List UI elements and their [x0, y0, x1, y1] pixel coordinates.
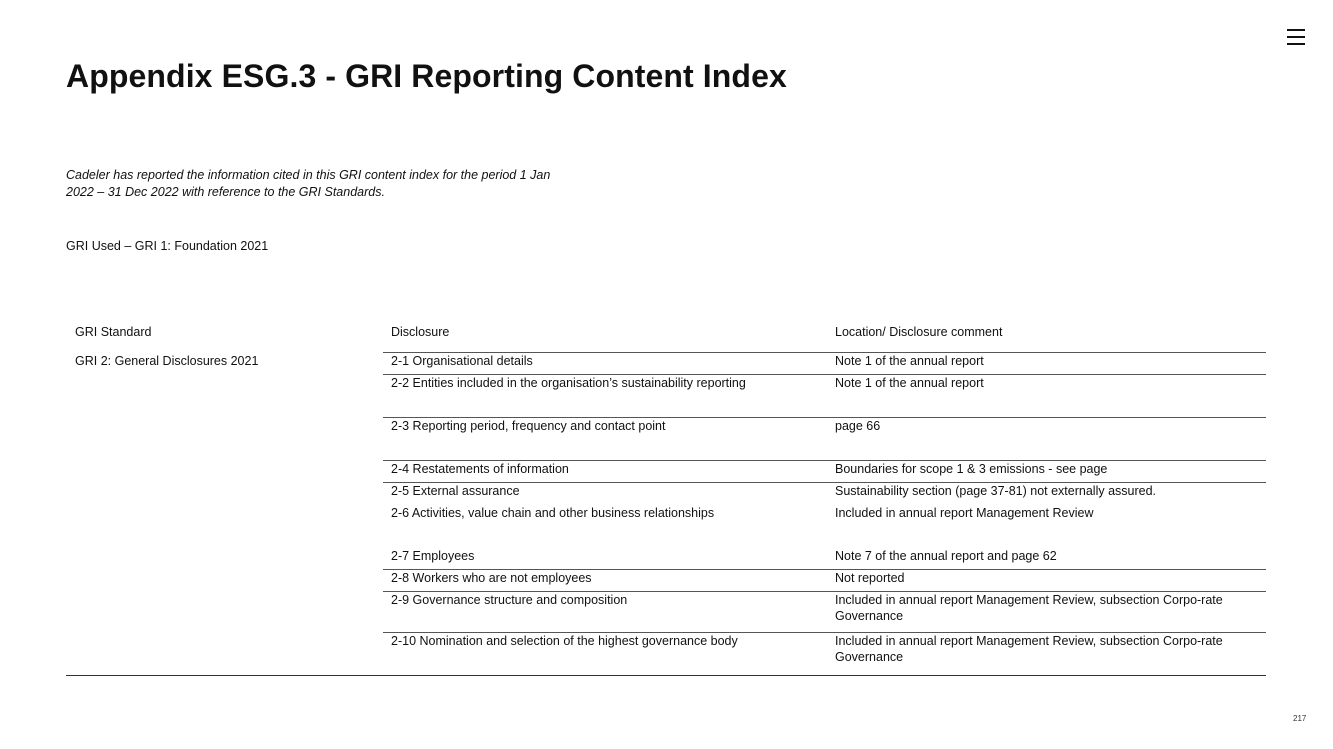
- disclosure-cell: 2-1 Organisational details: [391, 354, 533, 368]
- disclosure-cell: 2-2 Entities included in the organisation’s sustainability reporting: [391, 376, 746, 390]
- gri-standard-cell: GRI 2: General Disclosures 2021: [75, 354, 259, 368]
- header-gri-standard: GRI Standard: [75, 325, 152, 339]
- location-cell: page 66: [835, 419, 881, 433]
- page-number: 217: [1293, 714, 1307, 723]
- table-row: [383, 374, 1266, 417]
- disclosure-cell: 2-10 Nomination and selection of the highest governance body: [391, 634, 738, 648]
- menu-bar: [1287, 36, 1305, 38]
- location-cell: Boundaries for scope 1 & 3 emissions - see page: [835, 462, 1108, 476]
- intro-line-1: Cadeler has reported the information cited in this GRI content index for the period 1 Jan: [66, 168, 551, 182]
- table-header: [66, 318, 1266, 352]
- location-cell: Note 1 of the annual report: [835, 354, 984, 368]
- page-title: Appendix ESG.3 - GRI Reporting Content Index: [66, 58, 787, 94]
- menu-bar: [1287, 29, 1305, 31]
- header-location: Location/ Disclosure comment: [835, 325, 1003, 339]
- disclosure-cell: 2-7 Employees: [391, 549, 475, 563]
- table-row: [383, 352, 1266, 374]
- disclosure-cell: 2-6 Activities, value chain and other business relationships: [391, 506, 715, 520]
- table-row: [383, 417, 1266, 460]
- location-cell: Note 7 of the annual report and page 62: [835, 549, 1057, 563]
- gri-content-index-table: [66, 318, 1266, 676]
- table-row: [383, 632, 1266, 675]
- location-cell: Not reported: [835, 571, 905, 585]
- location-cell: Sustainability section (page 37-81) not externally assured.: [835, 484, 1157, 498]
- menu-bar: [1287, 43, 1305, 45]
- table-row: [383, 460, 1266, 482]
- disclosure-cell: 2-3 Reporting period, frequency and contact point: [391, 419, 666, 433]
- location-cell: Included in annual report Management Review, subsection Corpo-rate Governance: [835, 634, 1223, 664]
- table-row: [383, 591, 1266, 632]
- table-row: [383, 569, 1266, 591]
- disclosure-cell: 2-9 Governance structure and composition: [391, 593, 628, 607]
- table-row: [383, 504, 1266, 547]
- hamburger-menu-icon[interactable]: [1285, 27, 1307, 47]
- location-cell: Included in annual report Management Review, subsection Corpo-rate Governance: [835, 593, 1223, 623]
- disclosure-cell: 2-8 Workers who are not employees: [391, 571, 592, 585]
- disclosure-cell: 2-5 External assurance: [391, 484, 520, 498]
- gri-used-text: GRI Used – GRI 1: Foundation 2021: [66, 239, 269, 253]
- intro-text: [66, 167, 646, 201]
- location-cell: Note 1 of the annual report: [835, 376, 984, 390]
- location-cell: Included in annual report Management Review: [835, 506, 1094, 520]
- table-row: [383, 482, 1266, 504]
- intro-line-2: 2022 – 31 Dec 2022 with reference to the GRI Standards.: [66, 185, 385, 199]
- header-disclosure: Disclosure: [391, 325, 450, 339]
- disclosure-cell: 2-4 Restatements of information: [391, 462, 569, 476]
- table-row: [383, 547, 1266, 569]
- table-body: [66, 352, 1266, 676]
